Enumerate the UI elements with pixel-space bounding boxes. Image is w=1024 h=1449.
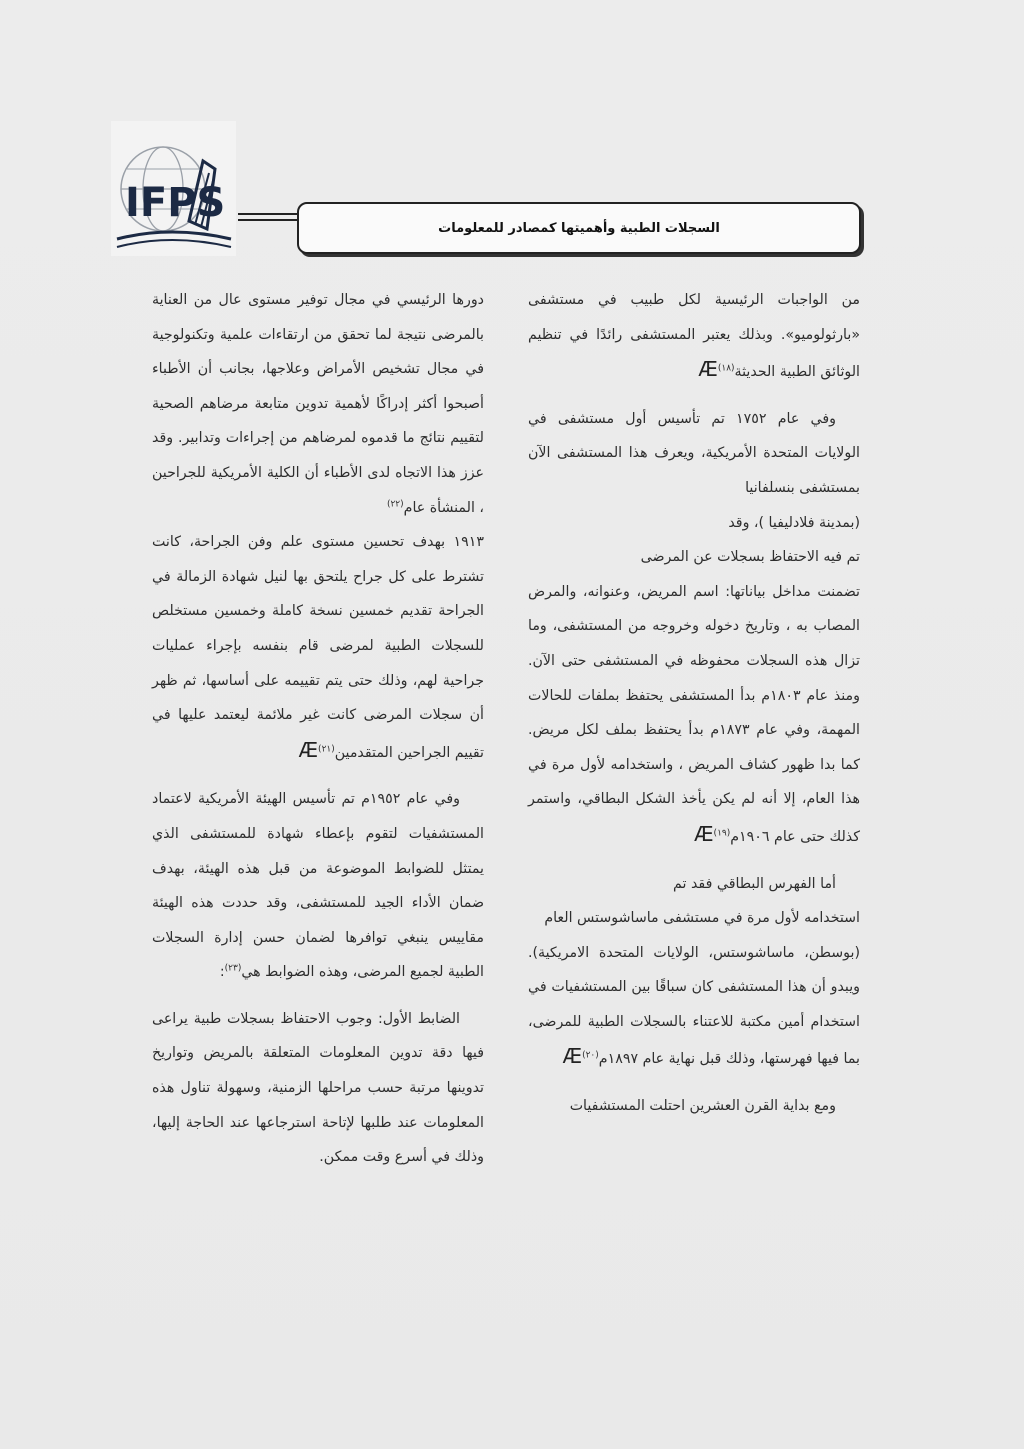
paragraph: أما الفهرس البطاقي فقد تم	[673, 875, 836, 892]
paragraph: ١٩١٣ بهدف تحسين مستوى علم وفن الجراحة، كانت تشترط على كل جراح يلتحق بها لنيل شهادة الزمالة في الجراحة تقديم خمسين نسخة كاملة وخمسين مستخلص للسجلات الطبية لمرضى قام بنفسه بإجراء عمليات جراحية لهم، وذلك حتى يتم تقييمه على أساسها، ثم ظهر أن سجلات المرضى كانت غير ملائمة ليعتمد عليها في تقييم الجراحين المتقدمين$^{(٢١)}$Æ	[152, 534, 484, 762]
header-rule	[238, 213, 298, 227]
footnote-ref: (١٩)	[713, 828, 731, 839]
paragraph: ومع بداية القرن العشرين احتلت المستشفيات	[569, 1098, 836, 1115]
paragraph: (بوسطن، ماساشوستس، الولايات المتحدة الامريكية). ويبدو أن هذا المستشفى كان سباقًا بين المستشفيات في استخدام أمين مكتبة للاعتناء بالسجلات الطبية للمرضى، بما فيها فهرستها، وذلك قبل نهاية عام ١٨٩٧م$^{(٢٠)}$Æ	[528, 944, 860, 1069]
paragraph: وفي عام ١٩٥٢م تم تأسيس الهيئة الأمريكية لاعتماد المستشفيات لتقوم بإعطاء شهادة للمستشفى الذي يمتثل للضوابط الموضوعة من قبل هذه الهيئة، بهدف ضمان الأداء الجيد للمستشفى، وقد حددت هذه الهيئة مقاييس ينبغي توافرها لضمان حسن إدارة السجلات الطبية لجميع المرضى، وهذه الضوابط هي$^{(٢٣)}$:	[152, 791, 484, 981]
footnote-ref: (١٨)	[717, 363, 735, 374]
footnote-marker-icon: Æ	[562, 1044, 583, 1069]
footnote-ref: (٢١)	[318, 743, 335, 754]
logo-lettering: IFPS	[125, 180, 226, 226]
footnote-marker-icon: Æ	[698, 357, 718, 382]
right-column	[528, 283, 860, 1124]
paragraph: وفي عام ١٧٥٢ تم تأسيس أول مستشفى في الولايات المتحدة الأمريكية، ويعرف هذا المستشفى الآن بمستشفى بنسلفانيا	[528, 410, 860, 496]
footnote-ref: (٢٠)	[582, 1050, 599, 1061]
left-column	[152, 283, 484, 1175]
footnote-ref: (٢٣)	[224, 963, 242, 974]
paragraph: دورها الرئيسي في مجال توفير مستوى عال من العناية بالمرضى نتيجة لما تحقق من ارتقاءات علمية وتكنولوجية في مجال تشخيص الأمراض وعلاجها، بجانب أن الأطباء أصبحوا أكثر إدراكًا لأهمية تدوين متابعة مرضاهم الصحية لتقييم نتائج ما قدموه لمرضاهم من إجراءات وتدابير. وقد عزز هذا الاتجاه لدى الأطباء أن الكلية الأمريكية للجراحين ، المنشأة عام$^{(٢٢)}$	[152, 292, 484, 516]
footnote-marker-icon: Æ	[298, 737, 319, 762]
paragraph: من الواجبات الرئيسية لكل طبيب في مستشفى «بارثولوميو». وبذلك يعتبر المستشفى رائدًا في تنظيم الوثائق الطبية الحديثة$^{(١٨)}$Æ	[528, 292, 860, 382]
running-header	[297, 202, 861, 254]
logo	[111, 121, 236, 256]
footnote-marker-icon: Æ	[694, 821, 714, 846]
paragraph: تم فيه الاحتفاظ بسجلات عن المرضى	[640, 549, 860, 566]
footnote-ref: (٢٢)	[386, 498, 404, 509]
paragraph: استخدامه لأول مرة في مستشفى ماساشوستس العام	[544, 910, 860, 927]
header-title: السجلات الطبية وأهميتها كمصادر للمعلومات	[438, 220, 720, 236]
globe-book-logo-icon	[111, 121, 236, 256]
paragraph: (بمدينة فلادليفيا )، وقد	[728, 514, 860, 531]
paragraph: الضابط الأول: وجوب الاحتفاظ بسجلات طبية يراعى فيها دقة تدوين المعلومات المتعلقة بالمريض وتواريخ تدوينها مرتبة حسب مراحلها الزمنية، وسهولة تناول هذه المعلومات عند طلبها لإتاحة استرجاعها عند الحاجة إليها، وذلك في أسرع وقت ممكن.	[152, 1010, 484, 1166]
paragraph: تضمنت مداخل بياناتها: اسم المريض، وعنوانه، والمرض المصاب به ، وتاريخ دخوله وخروجه من المستشفى، وما تزال هذه السجلات محفوظه في المستشفى حتى الآن. ومنذ عام ١٨٠٣م بدأ المستشفى يحتفظ بملفات للحالات المهمة، وفي عام ١٨٧٣م بدأ يحتفظ بملف لكل مريض. كما بدا ظهور كشاف المريض ، واستخدامه لأول مرة في هذا العام، إلا أنه لم يكن يأخذ الشكل البطاقي، واستمر كذلك حتى عام ١٩٠٦م$^{(١٩)}$Æ	[528, 583, 860, 846]
